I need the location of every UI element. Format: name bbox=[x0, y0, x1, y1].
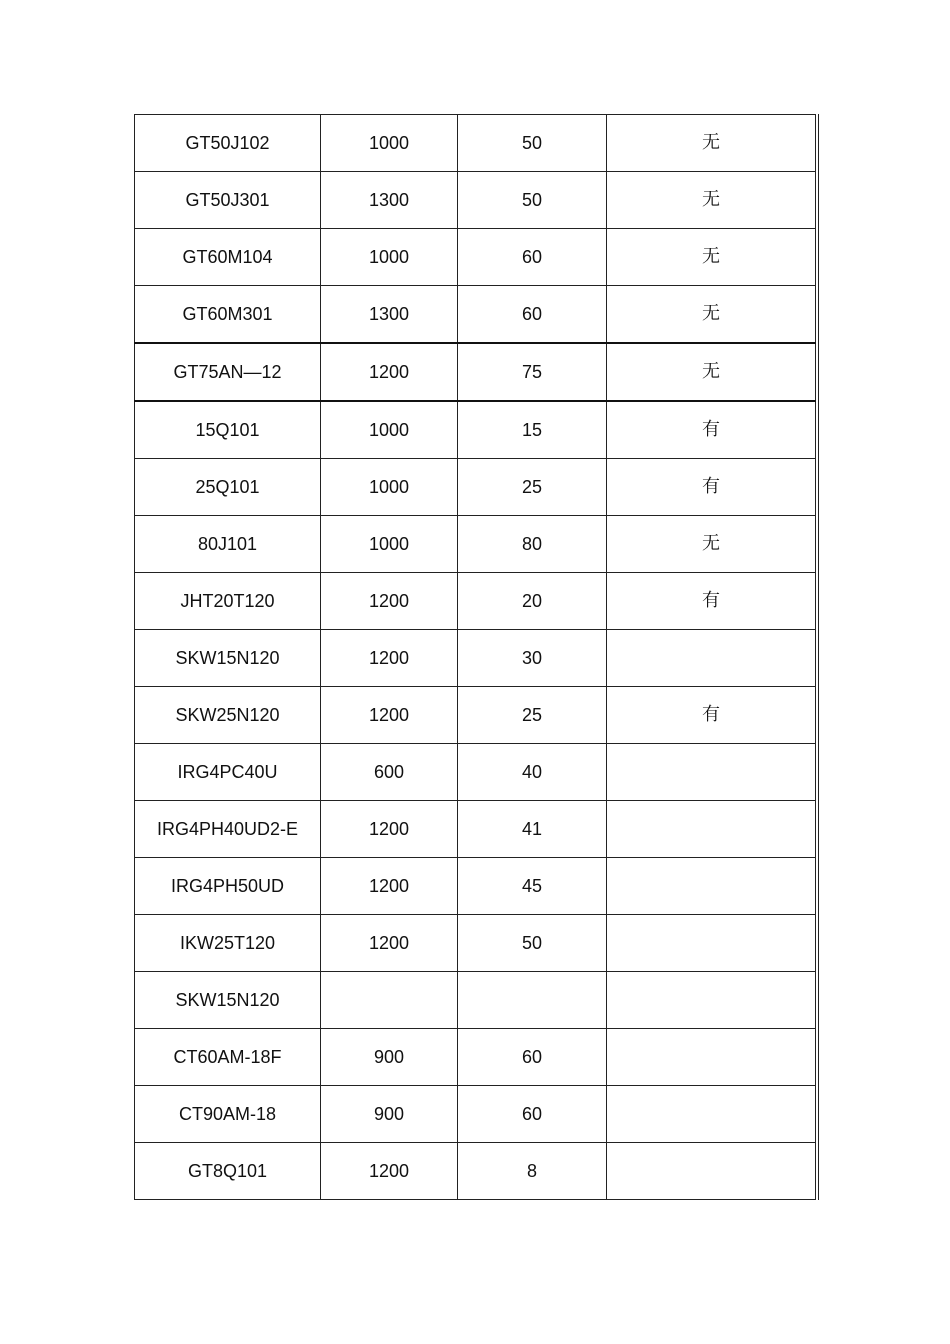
voltage-cell: 1300 bbox=[321, 286, 458, 344]
model-cell: GT50J301 bbox=[135, 172, 321, 229]
diode-cell bbox=[607, 1143, 816, 1200]
diode-cell bbox=[607, 801, 816, 858]
voltage-cell: 900 bbox=[321, 1029, 458, 1086]
model-cell: GT60M104 bbox=[135, 229, 321, 286]
diode-cell bbox=[607, 972, 816, 1029]
diode-cell: 无 bbox=[607, 516, 816, 573]
diode-cell: 有 bbox=[607, 459, 816, 516]
current-cell: 60 bbox=[458, 229, 607, 286]
table-row bbox=[135, 1143, 816, 1200]
current-cell: 60 bbox=[458, 286, 607, 344]
voltage-cell: 900 bbox=[321, 1086, 458, 1143]
diode-cell: 无 bbox=[607, 286, 816, 344]
voltage-cell: 1000 bbox=[321, 115, 458, 172]
diode-cell: 有 bbox=[607, 687, 816, 744]
voltage-cell: 1200 bbox=[321, 915, 458, 972]
model-cell: IRG4PC40U bbox=[135, 744, 321, 801]
model-cell: IRG4PH40UD2-E bbox=[135, 801, 321, 858]
table-row bbox=[135, 343, 816, 401]
table-row bbox=[135, 172, 816, 229]
model-cell: 25Q101 bbox=[135, 459, 321, 516]
voltage-cell: 1200 bbox=[321, 858, 458, 915]
current-cell: 50 bbox=[458, 915, 607, 972]
current-cell: 45 bbox=[458, 858, 607, 915]
diode-cell bbox=[607, 630, 816, 687]
diode-cell bbox=[607, 915, 816, 972]
voltage-cell: 1200 bbox=[321, 687, 458, 744]
model-cell: 80J101 bbox=[135, 516, 321, 573]
current-cell: 20 bbox=[458, 573, 607, 630]
voltage-cell: 1000 bbox=[321, 459, 458, 516]
voltage-cell: 1200 bbox=[321, 630, 458, 687]
diode-cell bbox=[607, 744, 816, 801]
diode-cell: 无 bbox=[607, 229, 816, 286]
voltage-cell: 600 bbox=[321, 744, 458, 801]
table-row bbox=[135, 459, 816, 516]
current-cell: 60 bbox=[458, 1086, 607, 1143]
table-row bbox=[135, 744, 816, 801]
diode-cell: 无 bbox=[607, 115, 816, 172]
table-row bbox=[135, 801, 816, 858]
model-cell: GT60M301 bbox=[135, 286, 321, 344]
table-row bbox=[135, 1029, 816, 1086]
current-cell: 80 bbox=[458, 516, 607, 573]
table-row bbox=[135, 915, 816, 972]
voltage-cell: 1000 bbox=[321, 229, 458, 286]
voltage-cell: 1300 bbox=[321, 172, 458, 229]
model-cell: JHT20T120 bbox=[135, 573, 321, 630]
current-cell: 50 bbox=[458, 115, 607, 172]
model-cell: CT90AM-18 bbox=[135, 1086, 321, 1143]
current-cell: 15 bbox=[458, 401, 607, 459]
model-cell: CT60AM-18F bbox=[135, 1029, 321, 1086]
current-cell bbox=[458, 972, 607, 1029]
model-cell: SKW25N120 bbox=[135, 687, 321, 744]
voltage-cell: 1200 bbox=[321, 343, 458, 401]
spec-table bbox=[134, 114, 816, 1200]
voltage-cell: 1200 bbox=[321, 801, 458, 858]
diode-cell: 无 bbox=[607, 172, 816, 229]
table-row bbox=[135, 115, 816, 172]
voltage-cell bbox=[321, 972, 458, 1029]
diode-cell bbox=[607, 1029, 816, 1086]
current-cell: 75 bbox=[458, 343, 607, 401]
table-row bbox=[135, 516, 816, 573]
model-cell: SKW15N120 bbox=[135, 630, 321, 687]
table-row bbox=[135, 1086, 816, 1143]
diode-cell: 无 bbox=[607, 343, 816, 401]
voltage-cell: 1000 bbox=[321, 401, 458, 459]
current-cell: 60 bbox=[458, 1029, 607, 1086]
table-row bbox=[135, 229, 816, 286]
current-cell: 25 bbox=[458, 687, 607, 744]
model-cell: GT50J102 bbox=[135, 115, 321, 172]
current-cell: 30 bbox=[458, 630, 607, 687]
diode-cell bbox=[607, 858, 816, 915]
voltage-cell: 1000 bbox=[321, 516, 458, 573]
spec-table-container bbox=[134, 114, 819, 1200]
current-cell: 50 bbox=[458, 172, 607, 229]
diode-cell bbox=[607, 1086, 816, 1143]
table-row bbox=[135, 858, 816, 915]
model-cell: IKW25T120 bbox=[135, 915, 321, 972]
current-cell: 25 bbox=[458, 459, 607, 516]
model-cell: GT75AN—12 bbox=[135, 343, 321, 401]
model-cell: 15Q101 bbox=[135, 401, 321, 459]
model-cell: GT8Q101 bbox=[135, 1143, 321, 1200]
table-row bbox=[135, 687, 816, 744]
model-cell: SKW15N120 bbox=[135, 972, 321, 1029]
table-row bbox=[135, 630, 816, 687]
voltage-cell: 1200 bbox=[321, 1143, 458, 1200]
table-row bbox=[135, 401, 816, 459]
current-cell: 40 bbox=[458, 744, 607, 801]
diode-cell: 有 bbox=[607, 573, 816, 630]
table-row bbox=[135, 972, 816, 1029]
current-cell: 41 bbox=[458, 801, 607, 858]
voltage-cell: 1200 bbox=[321, 573, 458, 630]
diode-cell: 有 bbox=[607, 401, 816, 459]
current-cell: 8 bbox=[458, 1143, 607, 1200]
model-cell: IRG4PH50UD bbox=[135, 858, 321, 915]
table-row bbox=[135, 286, 816, 344]
table-row bbox=[135, 573, 816, 630]
